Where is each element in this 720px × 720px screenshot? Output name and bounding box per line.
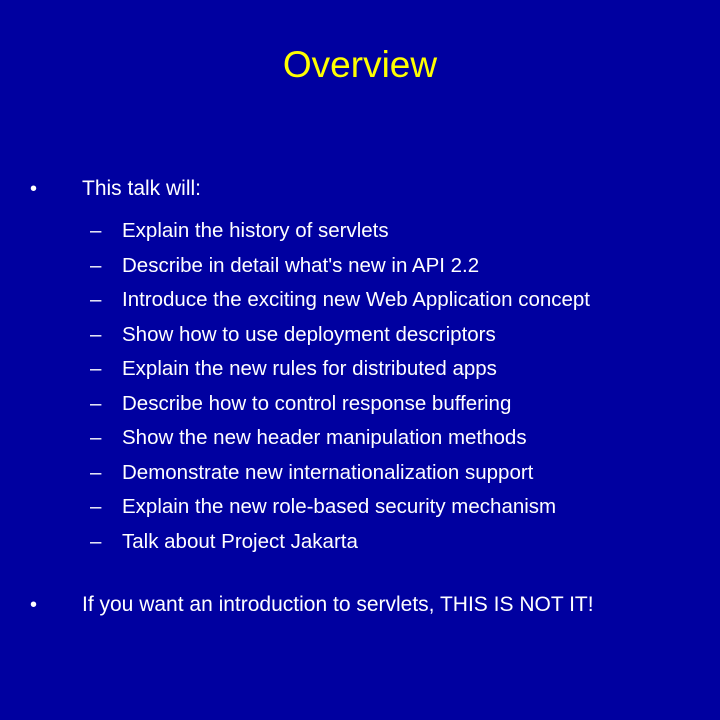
sub-bullet-text: Explain the history of servlets — [122, 219, 389, 242]
sub-bullet-text: Show how to use deployment descriptors — [122, 322, 496, 346]
sub-bullet-text: Demonstrate new internationalization support — [122, 460, 534, 484]
sub-bullet-text: Describe in detail what's new in API 2.2 — [122, 253, 480, 277]
sub-bullet-text: Describe how to control response buffering — [122, 391, 512, 415]
sub-bullet-text: Show the new header manipulation methods — [122, 426, 527, 449]
dash-icon: – — [90, 529, 102, 553]
dash-icon: – — [90, 357, 102, 380]
slide-title: Overview — [282, 44, 438, 85]
bullet-text: This talk will: — [82, 177, 202, 200]
dash-icon: – — [90, 322, 102, 346]
dash-icon: – — [90, 219, 102, 242]
dash-icon: – — [90, 391, 102, 415]
sub-bullet-text: Explain the new role-based security mechanism — [122, 495, 557, 518]
bullet-icon: • — [30, 594, 38, 616]
sub-bullet-text: Explain the new rules for distributed apps — [122, 357, 497, 380]
dash-icon: – — [90, 288, 102, 311]
dash-icon: – — [90, 495, 102, 518]
bullet-icon: • — [30, 178, 38, 200]
dash-icon: – — [90, 426, 102, 449]
dash-icon: – — [90, 460, 102, 484]
sub-bullet-text: Introduce the exciting new Web Application concept — [122, 288, 590, 311]
sub-bullet-text: Talk about Project Jakarta — [122, 529, 358, 553]
bullet-text: If you want an introduction to servlets, THIS IS NOT IT! — [82, 593, 594, 616]
dash-icon: – — [90, 253, 102, 277]
